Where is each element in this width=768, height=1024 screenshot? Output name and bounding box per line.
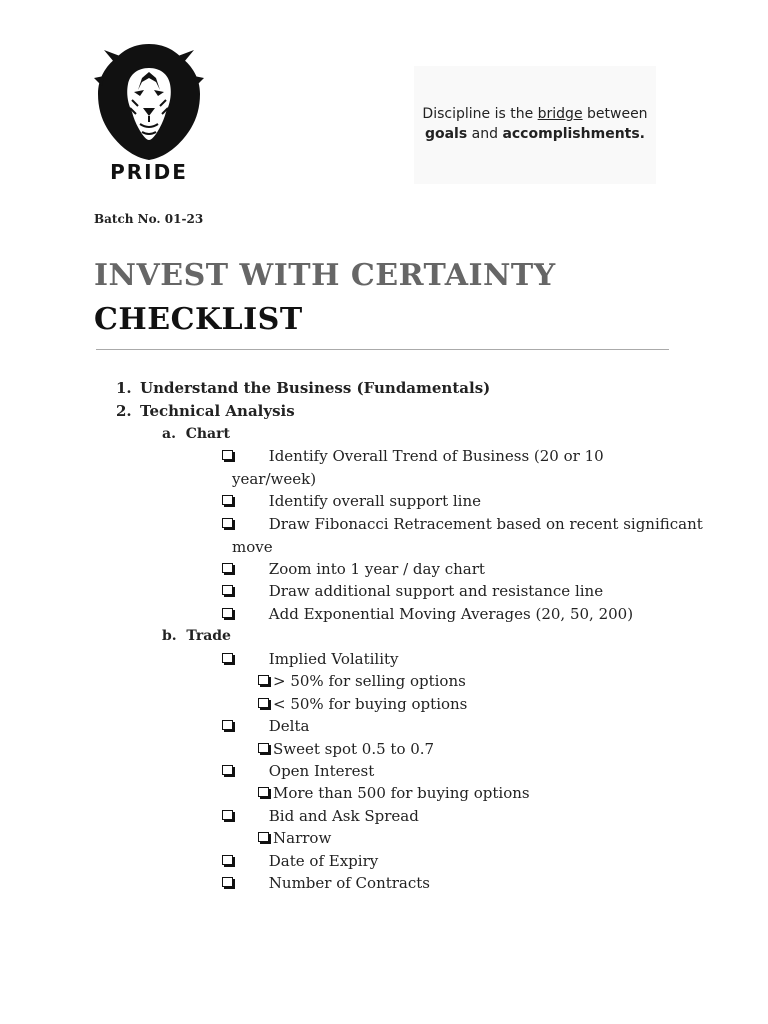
quote-and: and [467,126,503,142]
checklist-label: Draw Fibonacci Retracement based on recent significant [268,515,703,533]
checklist-label: > 50% for selling options [273,672,466,690]
checkbox-icon[interactable] [222,810,233,820]
lion-head-icon [94,42,204,160]
page-title: INVEST WITH CERTAINTY [94,258,556,293]
checklist-item [222,582,603,600]
checklist-item-wrap: year/week) [232,470,317,488]
checklist-label: More than 500 for buying options [273,784,530,802]
checklist-subitem [258,672,466,690]
checklist-label: Identify overall support line [268,492,482,510]
checklist-label: Open Interest [268,762,375,780]
divider [96,349,669,350]
checklist-label: Add Exponential Moving Averages (20, 50, 200) [268,605,634,623]
checklist-label: Date of Expiry [268,852,379,870]
quote-accomplishments: accomplishments. [502,126,646,142]
checklist-label: Narrow [273,829,332,847]
checklist-label: Zoom into 1 year / day chart [268,560,485,578]
checkbox-icon[interactable] [222,855,233,865]
list-item-fundamentals [116,379,490,397]
checkbox-icon[interactable] [222,518,233,528]
checklist-item [222,717,309,735]
checkbox-icon[interactable] [222,585,233,595]
checkbox-icon[interactable] [222,765,233,775]
checkbox-icon[interactable] [222,877,233,887]
checklist-label: Draw additional support and resistance line [268,582,604,600]
checkbox-icon[interactable] [222,563,233,573]
checklist-subitem [258,829,331,847]
checkbox-icon[interactable] [222,720,233,730]
checklist-item [222,560,485,578]
checklist-item [222,515,703,533]
quote-banner [414,66,656,184]
checklist-item [222,650,399,668]
checklist-label: < 50% for buying options [273,695,468,713]
checklist-label: Delta [268,717,310,735]
checkbox-icon[interactable] [258,787,269,797]
checkbox-icon[interactable] [222,495,233,505]
checkbox-icon[interactable] [222,608,233,618]
checklist-item [222,874,430,892]
checklist-label: Implied Volatility [268,650,399,668]
quote-underlined-word: bridge [537,106,583,122]
quote-text [414,104,656,144]
checklist-subitem [258,740,434,758]
list-number: 2. [116,402,132,420]
sublist-letter: b. [162,628,177,644]
checklist-label: Sweet spot 0.5 to 0.7 [273,740,435,758]
checkbox-icon[interactable] [222,653,233,663]
checklist-label: Bid and Ask Spread [268,807,419,825]
sublist-letter: a. [162,426,176,442]
checklist-subitem [258,695,467,713]
checkbox-icon[interactable] [258,832,269,842]
checklist-item [222,807,419,825]
quote-line1-end: between [582,106,648,122]
logo-wordmark: PRIDE [110,160,188,184]
list-number: 1. [116,379,132,397]
checklist-item [222,447,604,465]
list-item-label: Technical Analysis [140,402,295,420]
checklist-item [222,852,378,870]
checkbox-icon[interactable] [258,675,269,685]
list-item-label: Understand the Business (Fundamentals) [140,379,491,397]
checklist-item-wrap: move [232,538,273,556]
checkbox-icon[interactable] [222,450,233,460]
pride-logo [94,42,204,187]
sublist-label: Trade [186,628,231,644]
checklist-item [222,605,633,623]
sublist-heading-chart [162,425,230,443]
list-item-technical [116,402,295,420]
batch-number: Batch No. 01-23 [94,212,204,226]
checkbox-icon[interactable] [258,698,269,708]
quote-line1-start: Discipline is the [422,106,538,122]
checklist-item [222,762,374,780]
checklist-label: Number of Contracts [268,874,430,892]
quote-goals: goals [424,126,468,142]
page-subtitle: CHECKLIST [94,302,303,337]
checklist-subitem [258,784,530,802]
checklist-item [222,492,481,510]
sublist-label: Chart [185,426,230,442]
checkbox-icon[interactable] [258,743,269,753]
sublist-heading-trade [162,627,231,645]
checklist-label: Identify Overall Trend of Business (20 or 10 [268,447,604,465]
